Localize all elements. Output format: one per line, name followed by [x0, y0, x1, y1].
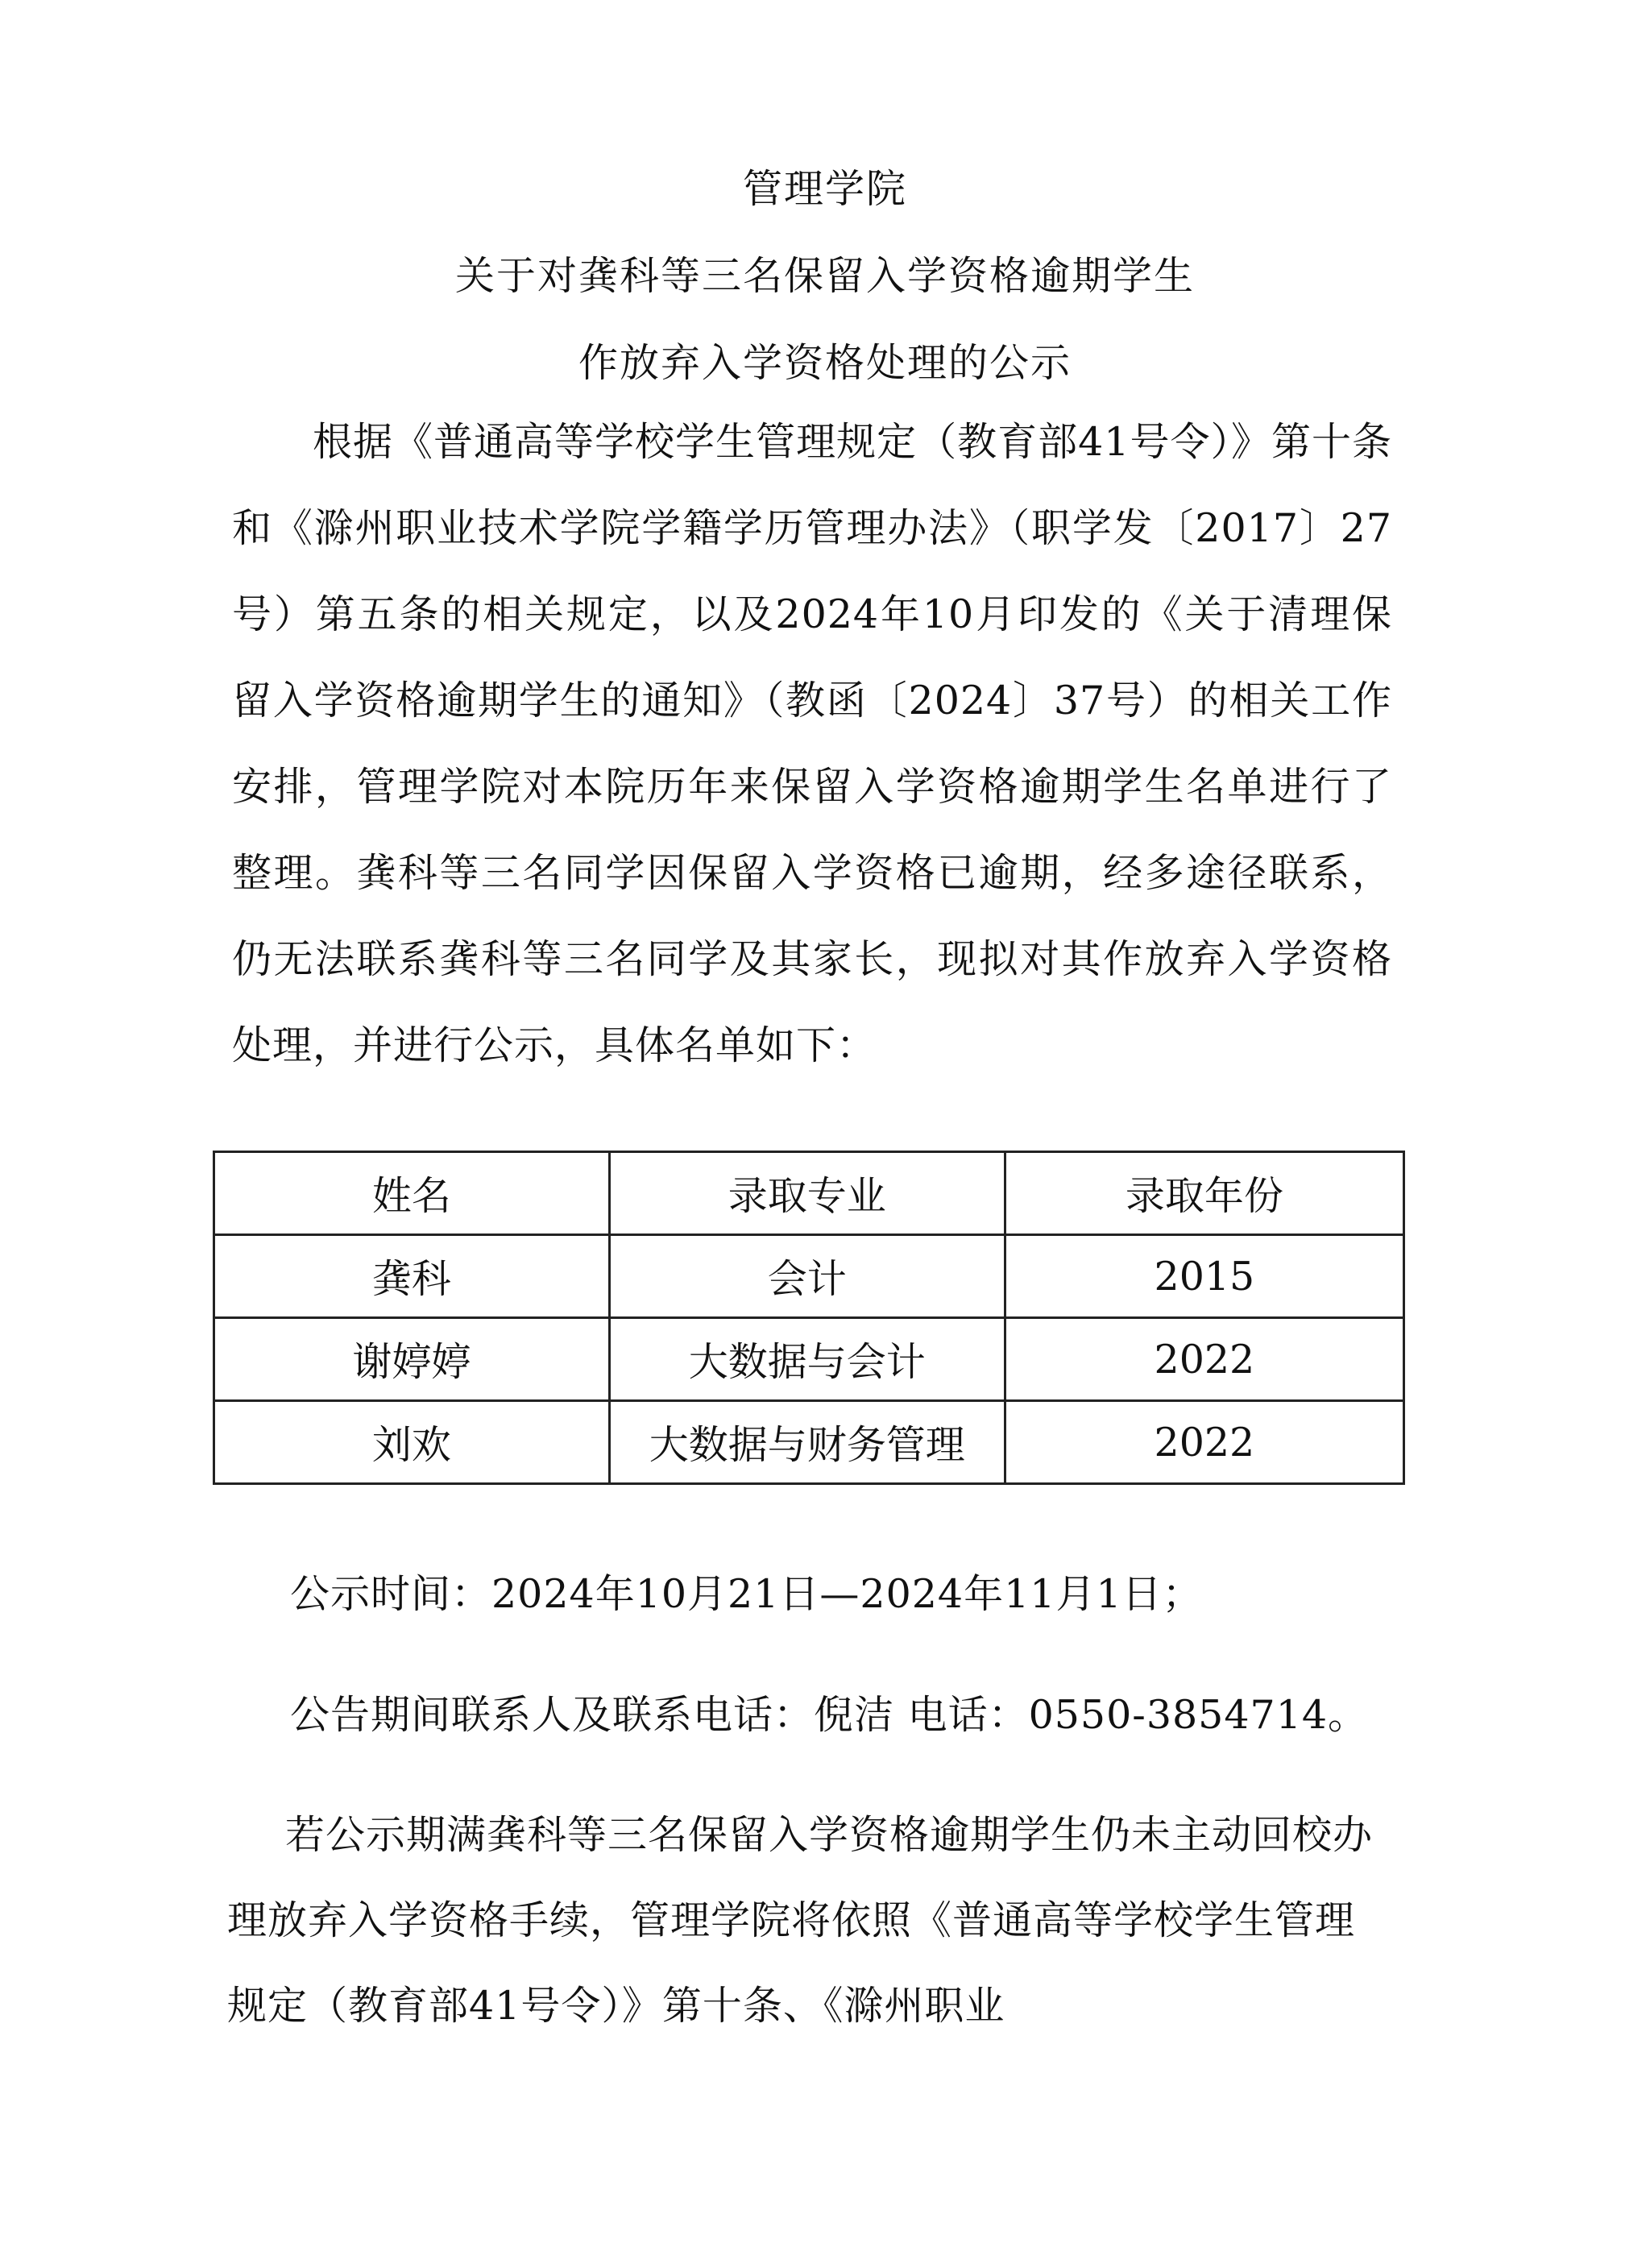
header-year: 录取年份: [1005, 1152, 1403, 1235]
student-table: [213, 1151, 1405, 1485]
header-name: 姓名: [214, 1152, 610, 1235]
cell-year: 2022: [1005, 1401, 1403, 1484]
table-header-row: [214, 1152, 1404, 1235]
cell-year: 2022: [1005, 1318, 1403, 1401]
cell-name: 谢婷婷: [214, 1318, 610, 1401]
document-title-line-1: 关于对龚科等三名保留入学资格逾期学生: [454, 253, 1195, 299]
closing-paragraph: [227, 1793, 1387, 2049]
closing-paragraph-text: 若公示期满龚科等三名保留入学资格逾期学生仍未主动回校办理放弃入学资格手续，管理学院将依照《普通高等学校学生管理规定（教育部41号令）》第十条、《滁州职业: [227, 1812, 1374, 2029]
cell-name: 刘欢: [214, 1401, 610, 1484]
body-paragraph-text: 根据《普通高等学校学生管理规定（教育部41号令）》第十条和《滁州职业技术学院学籍学历管理办法》（职学发〔2017〕27号）第五条的相关规定，以及2024年10月印发的《关于清理保留入学资格逾期学生的通知》（教函〔2024〕37号）的相关工作安排，管理学院对本院历年来保留入学资格逾期学生名单进行了整理。龚科等三名同学因保留入学资格已逾期，经多途径联系，仍无法联系龚科等三名同学及其家长，现拟对其作放弃入学资格处理，并进行公示，具体名单如下：: [232, 419, 1392, 1068]
table-row: [214, 1318, 1404, 1401]
header-major: 录取专业: [609, 1152, 1005, 1235]
table-row: [214, 1401, 1404, 1484]
document-title-unit: 管理学院: [742, 166, 907, 212]
body-paragraph: [232, 399, 1392, 1088]
notice-period: 公示时间：2024年10月21日—2024年11月1日；: [290, 1571, 1203, 1617]
notice-contact: 公告期间联系人及联系电话：倪洁 电话：0550-3854714。: [290, 1692, 1369, 1738]
cell-major: 大数据与财务管理: [609, 1401, 1005, 1484]
cell-major: 大数据与会计: [609, 1318, 1005, 1401]
table-row: [214, 1235, 1404, 1318]
cell-name: 龚科: [214, 1235, 610, 1318]
cell-year: 2015: [1005, 1235, 1403, 1318]
cell-major: 会计: [609, 1235, 1005, 1318]
document-title-line-2: 作放弃入学资格处理的公示: [578, 340, 1072, 386]
